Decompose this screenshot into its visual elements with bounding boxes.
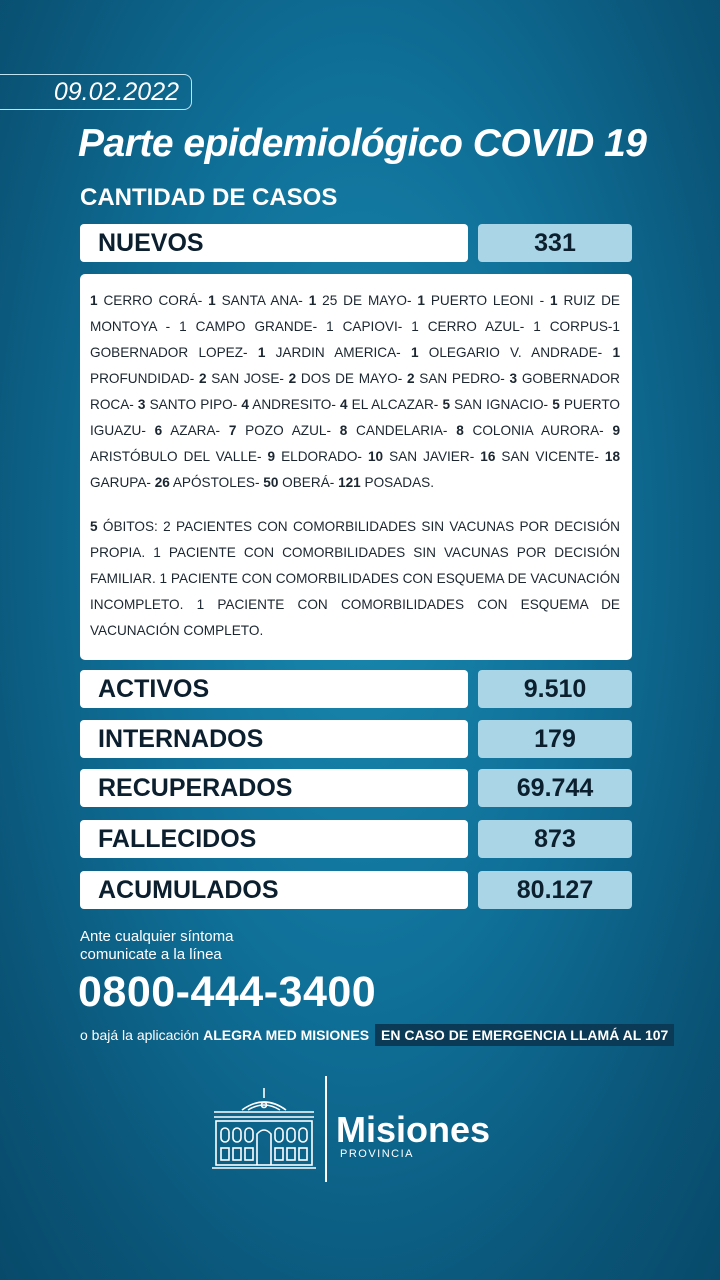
stat-row-internados	[80, 720, 632, 758]
locality-case-count: 1	[550, 293, 558, 308]
stat-value: 873	[478, 820, 632, 858]
locality-case-count: 26	[154, 475, 170, 490]
locality-case-count: 9	[267, 449, 276, 464]
section-subtitle: CANTIDAD DE CASOS	[80, 184, 338, 211]
stat-row-fallecidos	[80, 820, 632, 858]
locality-case-count: 8	[339, 423, 348, 438]
locality-case-count: 1	[612, 345, 620, 360]
locality-name: DOS DE MAYO-	[296, 371, 407, 386]
locality-name: POSADAS.	[360, 475, 435, 490]
locality-case-count: 8	[456, 423, 464, 438]
locality-case-count: 4	[241, 397, 249, 412]
logo-brand: Misiones	[336, 1109, 491, 1150]
locality-name: SAN JAVIER-	[383, 449, 481, 464]
locality-name: SANTO PIPO-	[145, 397, 242, 412]
cases-by-locality-text	[90, 288, 620, 496]
app-pre-text: o bajá la aplicación	[80, 1027, 200, 1043]
locality-name: ANDRESITO-	[248, 397, 340, 412]
locality-case-count: 3	[137, 397, 146, 412]
emergency-badge: EN CASO DE EMERGENCIA LLAMÁ AL 107	[375, 1024, 674, 1046]
government-house-icon	[212, 1088, 316, 1170]
stat-value: 9.510	[478, 670, 632, 708]
locality-name: JARDIN AMERICA-	[265, 345, 411, 360]
symptom-notice	[80, 928, 233, 964]
locality-case-count: 10	[367, 449, 384, 464]
stat-row-activos	[80, 670, 632, 708]
locality-case-count: 16	[480, 449, 496, 464]
locality-name: ARISTÓBULO DEL VALLE-	[90, 449, 268, 464]
stat-value: 179	[478, 720, 632, 758]
deaths-text	[90, 514, 620, 644]
nuevos-label: NUEVOS	[80, 224, 468, 262]
locality-name: GARUPA-	[90, 475, 155, 490]
locality-name: PROFUNDIDAD-	[90, 371, 199, 386]
stat-row-acumulados	[80, 871, 632, 909]
locality-name: PUERTO IGUAZU-	[90, 397, 621, 438]
locality-case-count: 1	[208, 293, 216, 308]
locality-name: COLONIA AURORA-	[463, 423, 613, 438]
locality-name: SAN PEDRO-	[414, 371, 510, 386]
locality-case-count: 1	[257, 345, 266, 360]
locality-name: OLEGARIO V. ANDRADE-	[418, 345, 613, 360]
locality-case-count: 1	[90, 293, 98, 308]
logo-subtitle: PROVINCIA	[340, 1148, 415, 1160]
locality-case-count: 50	[263, 475, 279, 490]
stat-label: INTERNADOS	[80, 720, 468, 758]
locality-case-count: 121	[338, 475, 361, 490]
logo-divider	[325, 1076, 327, 1182]
stat-value: 80.127	[478, 871, 632, 909]
locality-case-count: 7	[228, 423, 237, 438]
locality-case-count: 3	[509, 371, 518, 386]
app-name: ALEGRA MED MISIONES	[203, 1027, 370, 1043]
locality-name: EL ALCAZAR-	[347, 397, 443, 412]
locality-name: APÓSTOLES-	[169, 475, 264, 490]
locality-name: CANDELARIA-	[347, 423, 457, 438]
symptom-line-2: comunicate a la línea	[80, 946, 222, 963]
locality-case-count: 2	[288, 371, 297, 386]
stat-label: FALLECIDOS	[80, 820, 468, 858]
locality-name: AZARA-	[162, 423, 229, 438]
locality-name: OBERÁ-	[278, 475, 339, 490]
locality-case-count: 2	[198, 371, 207, 386]
date-text: 09.02.2022	[53, 77, 179, 106]
stat-label: ACUMULADOS	[80, 871, 468, 909]
nuevos-value: 331	[478, 224, 632, 262]
page-title: Parte epidemiológico COVID 19	[78, 122, 647, 165]
locality-case-count: 9	[612, 423, 620, 438]
stat-value: 69.744	[478, 769, 632, 807]
locality-name: SANTA ANA-	[215, 293, 309, 308]
locality-case-count: 1	[417, 293, 425, 308]
locality-case-count: 5	[552, 397, 560, 412]
locality-name: SAN VICENTE-	[495, 449, 605, 464]
nuevos-row	[80, 224, 632, 262]
locality-case-count: 2	[406, 371, 415, 386]
stat-label: RECUPERADOS	[80, 769, 468, 807]
app-emergency-line	[80, 1024, 674, 1046]
locality-name: PUERTO LEONI -	[424, 293, 551, 308]
locality-case-count: 4	[339, 397, 348, 412]
locality-name: GOBERNADOR ROCA-	[90, 371, 621, 412]
locality-case-count: 1	[308, 293, 317, 308]
locality-name: POZO AZUL-	[236, 423, 340, 438]
locality-case-count: 18	[604, 449, 621, 464]
cases-detail-box	[80, 274, 632, 660]
locality-name: RUIZ DE MONTOYA - 1 CAMPO GRANDE- 1 CAPIOVI- 1 CERRO AZUL- 1 CORPUS-1 GOBERNADOR LOPEZ-	[90, 293, 620, 360]
locality-name: SAN JOSE-	[206, 371, 289, 386]
hotline-number[interactable]: 0800-444-3400	[78, 968, 377, 1016]
locality-name: ELDORADO-	[275, 449, 368, 464]
misiones-logo	[212, 1076, 512, 1186]
deaths-count: 5	[90, 519, 98, 534]
stat-label: ACTIVOS	[80, 670, 468, 708]
deaths-description: ÓBITOS: 2 PACIENTES CON COMORBILIDADES SIN VACUNAS POR DECISIÓN PROPIA. 1 PACIENTE CON COMORBILIDADES SIN VACUNAS POR DECISIÓN FAMILIAR. 1 PACIENTE CON COMORBILIDADES CON ESQUEMA DE VACUNACIÓN INCOMPLETO. 1 PACIENTE CON COMORBILIDADES CON ESQUEMA DE VACUNACIÓN COMPLETO.	[90, 519, 620, 638]
locality-case-count: 6	[154, 423, 163, 438]
locality-case-count: 5	[442, 397, 450, 412]
locality-name: 25 DE MAYO-	[316, 293, 418, 308]
locality-name: SAN IGNACIO-	[450, 397, 553, 412]
locality-name: CERRO CORÁ-	[97, 293, 209, 308]
date-badge	[0, 74, 192, 110]
stat-row-recuperados	[80, 769, 632, 807]
locality-case-count: 1	[410, 345, 419, 360]
symptom-line-1: Ante cualquier síntoma	[80, 928, 234, 945]
